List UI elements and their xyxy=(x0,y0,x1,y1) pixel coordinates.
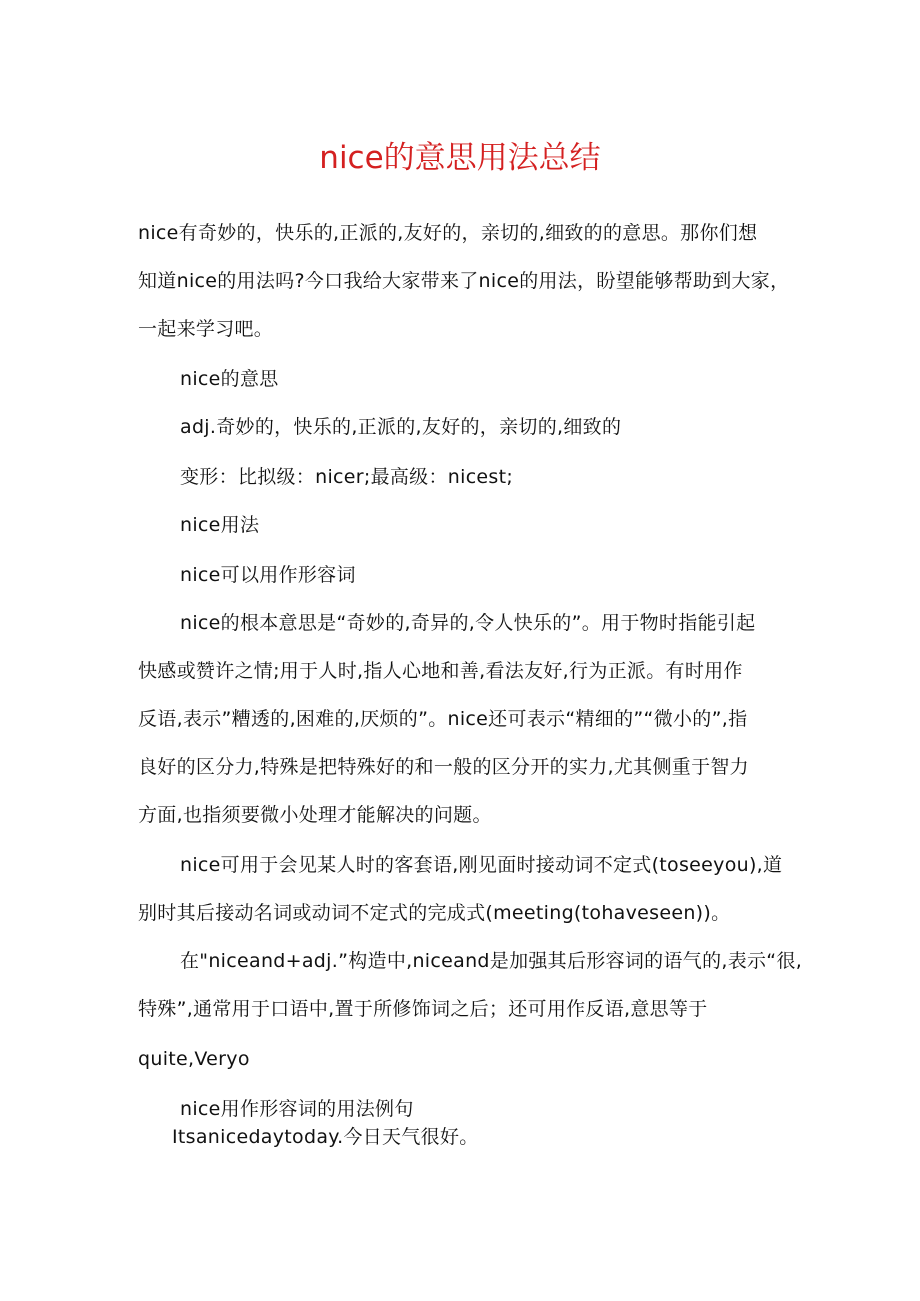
section-heading: nice用法 xyxy=(180,514,260,536)
document-title: nice的意思用法总结 xyxy=(319,140,601,176)
inflection-line: 变形：比拟级：nicer;最高级：nicest; xyxy=(180,466,514,488)
paragraph-line: quite,Veryo xyxy=(138,1048,250,1070)
paragraph-line: 良好的区分力,特殊是把特殊好的和一般的区分开的实力,尤其侧重于智力 xyxy=(138,756,749,778)
paragraph-line: 知道nice的用法吗?今口我给大家带来了nice的用法，盼望能够帮助到大家， xyxy=(138,270,790,292)
paragraph-line: nice的根本意思是“奇妙的,奇异的,令人快乐的”。用于物时指能引起 xyxy=(180,612,756,634)
paragraph-line: 别时其后接动名词或动词不定式的完成式(meeting(tohaveseen))。 xyxy=(138,902,731,924)
example-sentence: Itsanicedaytoday.今日天气很好。 xyxy=(172,1126,479,1148)
paragraph-line: 快感或赞许之情;用于人时,指人心地和善,看法友好,行为正派。有时用作 xyxy=(138,660,743,682)
paragraph-line: nice可用于会见某人时的客套语,刚见面时接动词不定式(toseeyou),道 xyxy=(180,854,783,876)
subheading: nice可以用作形容词 xyxy=(180,564,356,586)
paragraph-line: 方面,也指须要微小处理才能解决的问题。 xyxy=(138,804,492,826)
paragraph-line: nice有奇妙的，快乐的,正派的,友好的，亲切的,细致的的意思。那你们想 xyxy=(138,222,758,244)
section-heading: nice的意思 xyxy=(180,368,279,390)
definition-line: adj.奇妙的，快乐的,正派的,友好的，亲切的,细致的 xyxy=(180,416,622,438)
paragraph-line: 反语,表示”糟透的,困难的,厌烦的”。nice还可表示“精细的”“微小的”,指 xyxy=(138,708,748,730)
paragraph-line: 在"niceand+adj.”构造中,niceand是加强其后形容词的语气的,表示“很, xyxy=(180,950,803,972)
paragraph-line: 特殊”,通常用于口语中,置于所修饰词之后；还可用作反语,意思等于 xyxy=(138,998,708,1020)
paragraph-line: 一起来学习吧。 xyxy=(138,318,274,340)
section-heading: nice用作形容词的用法例句 xyxy=(180,1098,414,1120)
